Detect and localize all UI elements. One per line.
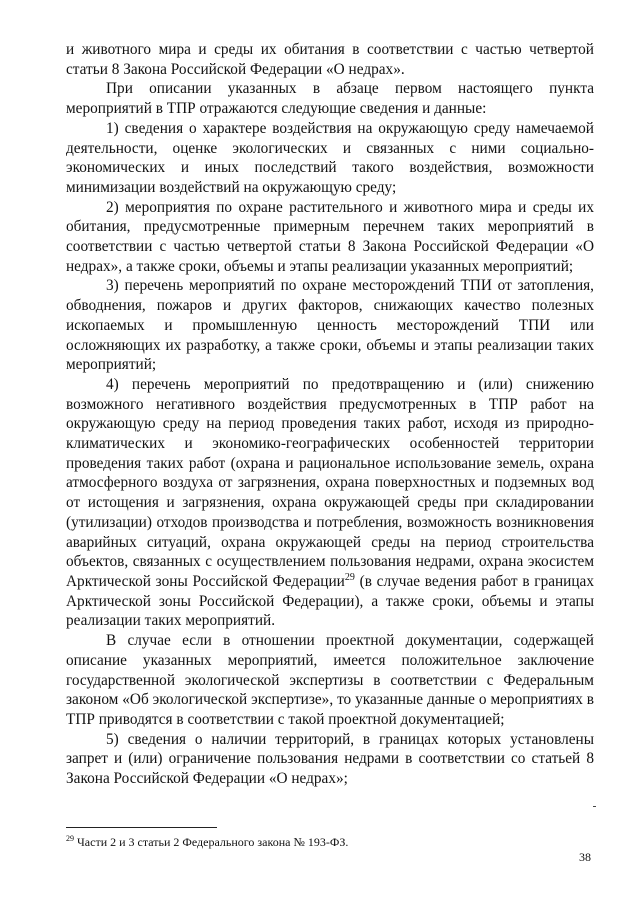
paragraph-continuation: и животного мира и среды их обитания в соответствии с частью четвертой статьи 8 Закона Российской Федерации «О недрах».	[66, 41, 594, 78]
scan-mark	[593, 806, 596, 807]
paragraph-item-2: 2) мероприятия по охране растительного и животного мира и среды их обитания, предусмотренные примерным перечнем таких мероприятий в соответствии с частью четвертой статьи 8 Закона Российской Федерации «О недрах», а также сроки, объемы и этапы реализации указанных мероприятий;	[66, 198, 594, 275]
page-number: 38	[579, 850, 591, 864]
paragraph-item-1: 1) сведения о характере воздействия на окружающую среду намечаемой деятельности, оценке экологических и связанных с ними социально-экономических и иных последствий такого воздействия, возможности минимизации воздействий на окружающую среду;	[66, 119, 594, 196]
footnote	[66, 834, 348, 850]
paragraph-item-3: 3) перечень мероприятий по охране месторождений ТПИ от затопления, обводнения, пожаров и других факторов, снижающих качество полезных ископаемых и промышленную ценность месторождений ТПИ или осложняющих их разработку, а также сроки, объемы и этапы реализации таких мероприятий;	[66, 277, 594, 374]
footnote-text: Части 2 и 3 статьи 2 Федерального закона № 193-ФЗ.	[74, 835, 349, 849]
paragraph-intro: При описании указанных в абзаце первом настоящего пункта мероприятий в ТПР отражаются следующие сведения и данные:	[66, 80, 594, 118]
footnote-divider	[66, 827, 217, 828]
paragraph-item-4-text-end: (в случае ведения работ в границах Арктической зоны Российской Федерации), а также сроки, объемы и этапы реализации таких мероприятий.	[66, 572, 594, 630]
paragraph-expertise-note: В случае если в отношении проектной документации, содержащей описание указанных мероприятий, имеется положительное заключение государственной экологической экспертизы в соответствии с Федеральным законом «Об экологической экспертизе», то указанные данные о мероприятиях в ТПР приводятся в соответствии с такой проектной документацией;	[66, 632, 594, 728]
paragraph-item-5: 5) сведения о наличии территорий, в границах которых установлены запрет и (или) ограничение пользования недрами в соответствии со статьей 8 Закона Российской Федерации «О недрах»;	[66, 730, 594, 788]
footnote-number: 29	[66, 834, 74, 843]
footnote-reference[interactable]: 29	[344, 571, 355, 583]
paragraph-item-4	[66, 375, 594, 631]
document-body	[66, 40, 594, 789]
paragraph-item-4-text: 4) перечень мероприятий по предотвращению и (или) снижению возможного негативного воздействия предусмотренных в ТПР работ на окружающую среду на период проведения таких работ, исходя из природно-климатических и экономико-географических особенностей территории проведения таких работ (охрана и рациональное использование земель, охрана атмосферного воздуха от загрязнения, охрана поверхностных и подземных вод от истощения и загрязнения, охрана окружающей среды при складировании (утилизации) отходов производства и потребления, возможность возникновения аварийных ситуаций, охрана окружающей среды на период строительства объектов, связанных с осуществлением пользования недрами, охрана экосистем Арктической зоны Российской Федерации	[66, 375, 594, 590]
